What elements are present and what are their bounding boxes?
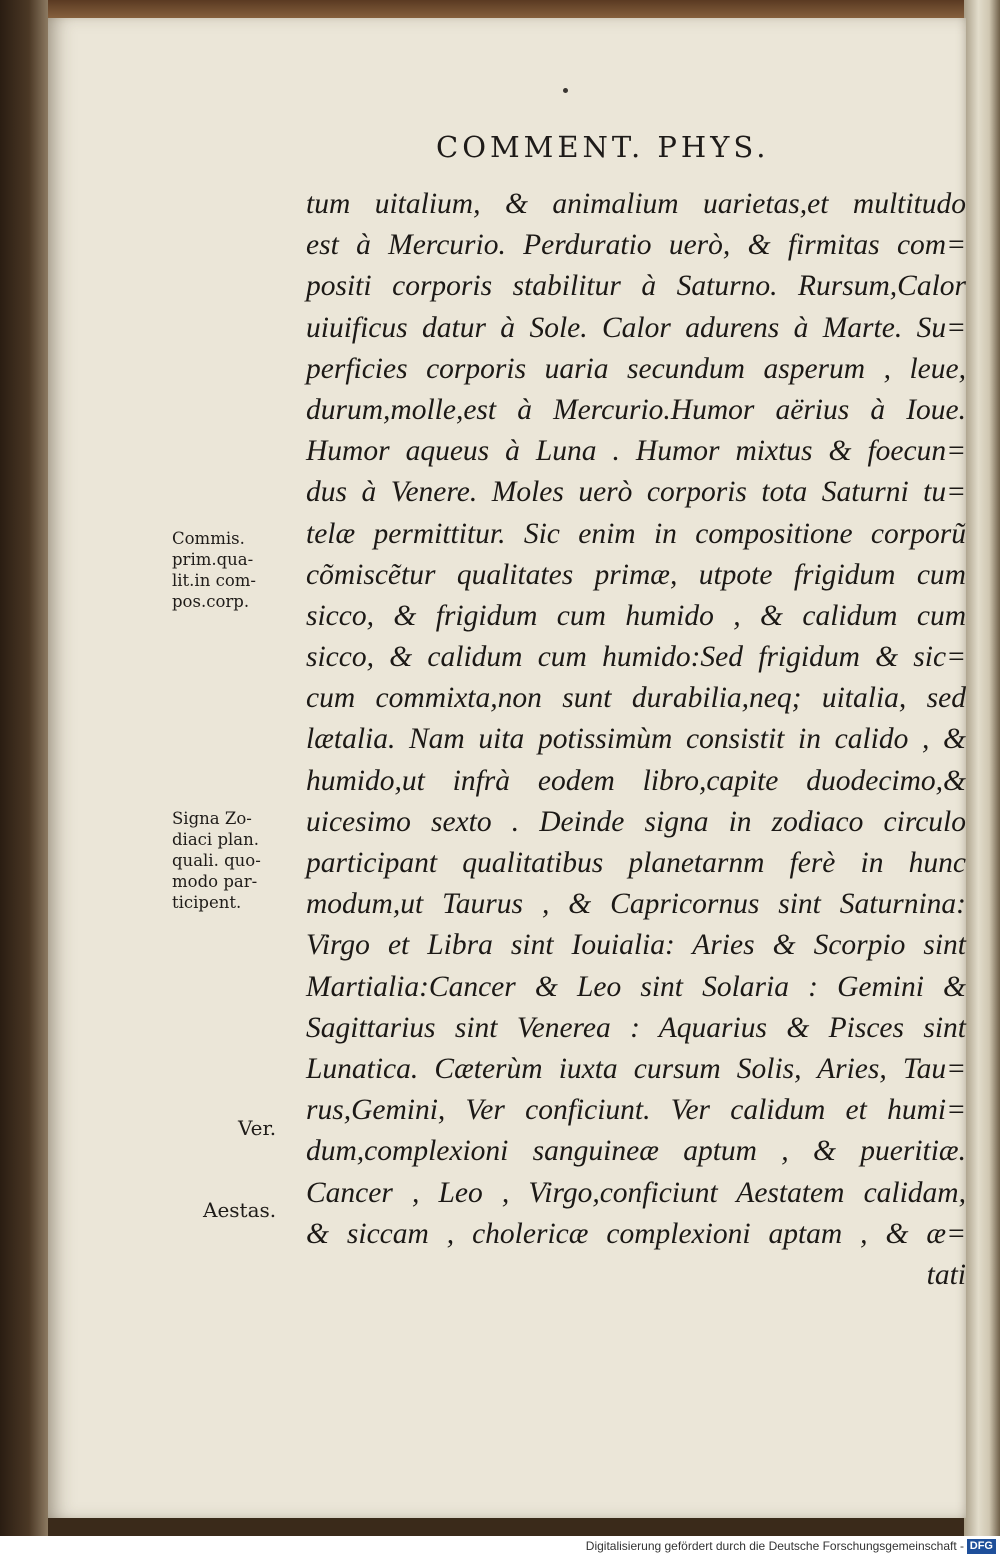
footer-bar bbox=[0, 1536, 1000, 1558]
margin-note-line: ticipent. bbox=[172, 893, 242, 912]
margin-note-line: lit.in com- bbox=[172, 571, 256, 590]
text-line: durum,molle,est à Mercurio.Humor aërius à Ioue. bbox=[306, 393, 966, 426]
page-right-edge bbox=[964, 0, 1000, 1536]
margin-note-line: Commis. bbox=[172, 529, 245, 548]
text-line: tum uitalium, & animalium uarietas,et multitudo bbox=[306, 188, 966, 220]
text-line: uiuificus datur à Sole. Calor adurens à Marte. Su= bbox=[306, 311, 966, 344]
text-line: participant qualitatibus planetarnm ferè in hunc bbox=[306, 847, 966, 879]
margin-note-line: Signa Zo- bbox=[172, 809, 252, 828]
margin-note-ver: Ver. bbox=[238, 1116, 277, 1140]
text-line: positi corporis stabilitur à Saturno. Rursum,Calor bbox=[306, 270, 966, 303]
text-line: & siccam , cholericæ complexioni aptam , & æ= bbox=[306, 1217, 966, 1250]
funding-credit: Digitalisierung gefördert durch die Deutsche Forschungsgemeinschaft - bbox=[585, 1539, 964, 1553]
text-line: Virgo et Libra sint Iouialia: Aries & Scorpio sint bbox=[306, 929, 966, 962]
dfg-logo: DFG bbox=[967, 1539, 996, 1554]
text-line: sicco, & frigidum cum humido , & calidum cum bbox=[306, 599, 966, 632]
text-line: est à Mercurio. Perduratio uerò, & firmitas com= bbox=[306, 229, 966, 262]
margin-note-commixtio bbox=[172, 528, 256, 612]
text-line: rus,Gemini, Ver conficiunt. Ver calidum et humi= bbox=[306, 1094, 966, 1127]
text-line: telæ permittitur. Sic enim in compositione corporũ bbox=[306, 517, 966, 550]
margin-note-line: prim.qua- bbox=[172, 550, 254, 569]
text-line: Martialia:Cancer & Leo sint Solaria : Gemini & bbox=[306, 970, 966, 1003]
margin-note-line: modo par- bbox=[172, 872, 258, 891]
text-line: Sagittarius sint Venerea : Aquarius & Pisces sint bbox=[306, 1011, 966, 1044]
text-line: uicesimo sexto . Deinde signa in zodiaco circulo bbox=[306, 805, 966, 838]
text-line: dus à Venere. Moles uerò corporis tota Saturni tu= bbox=[306, 476, 966, 509]
margin-note-line: pos.corp. bbox=[172, 592, 250, 611]
text-line: cõmiscẽtur qualitates primæ, utpote frigidum cum bbox=[306, 558, 966, 591]
book-gutter bbox=[0, 0, 48, 1536]
catchword: tati bbox=[926, 1258, 966, 1291]
running-title: COMMENT. PHYS. bbox=[436, 130, 770, 164]
margin-note-line: diaci plan. bbox=[172, 830, 259, 849]
text-line: dum,complexioni sanguineæ aptum , & pueritiæ. bbox=[306, 1135, 966, 1168]
page-top-edge bbox=[0, 0, 1000, 20]
text-line: Cancer , Leo , Virgo,conficiunt Aestatem calidam, bbox=[306, 1176, 966, 1209]
margin-note-signa bbox=[172, 808, 261, 913]
text-line: Lunatica. Cæterùm iuxta cursum Solis, Aries, Tau= bbox=[306, 1052, 966, 1085]
text-line: sicco, & calidum cum humido:Sed frigidum & sic= bbox=[306, 641, 966, 674]
margin-note-aestas: Aestas. bbox=[203, 1198, 277, 1222]
text-line: modum,ut Taurus , & Capricornus sint Saturnina: bbox=[306, 888, 966, 921]
text-line: perficies corporis uaria secundum asperum , leue, bbox=[306, 352, 966, 385]
ink-speck bbox=[563, 88, 568, 93]
text-line: cum commixta,non sunt durabilia,neq; uitalia, sed bbox=[306, 682, 966, 715]
text-line: Humor aqueus à Luna . Humor mixtus & foecun= bbox=[306, 435, 966, 468]
text-line: humido,ut infrà eodem libro,capite duodecimo,& bbox=[306, 764, 966, 797]
body-text bbox=[306, 184, 966, 1296]
text-line: lætalia. Nam uita potissimùm consistit in calido , & bbox=[306, 723, 966, 756]
margin-note-line: quali. quo- bbox=[172, 851, 261, 870]
